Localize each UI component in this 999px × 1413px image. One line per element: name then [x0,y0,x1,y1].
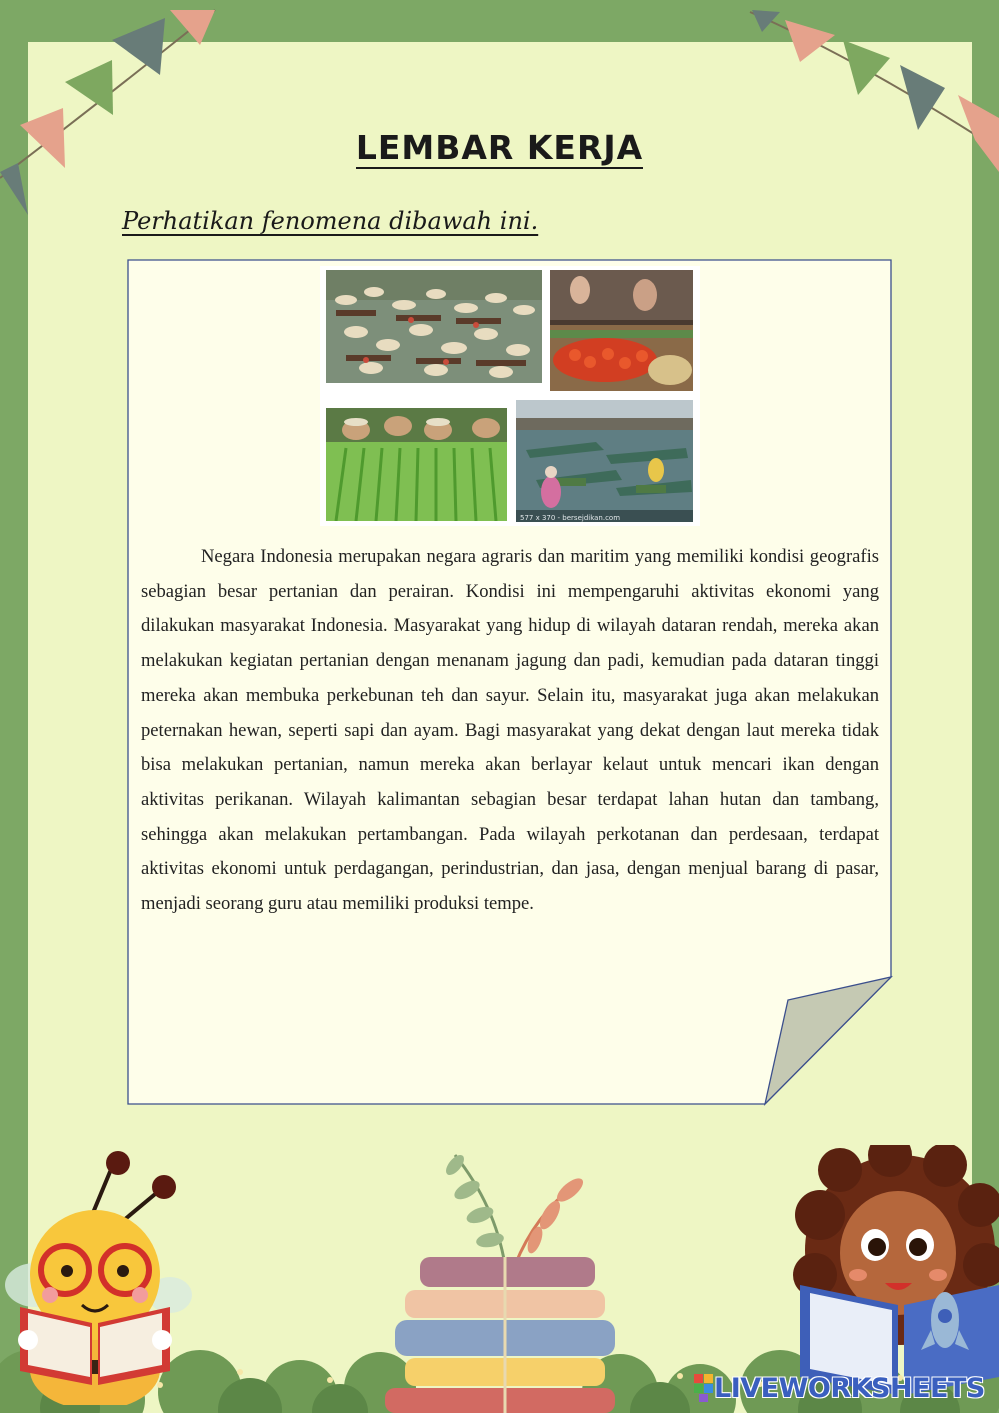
rice-planting-photo [326,408,507,521]
worksheet-title: LEMBAR KERJA [355,128,644,167]
worksheet-instruction: Perhatikan fenomena dibawah ini. [122,207,539,235]
bee-reading-icon [0,1145,200,1405]
book-stack-icon [385,1145,625,1413]
floating-market-photo [326,270,542,383]
economic-activities-collage [320,266,700,526]
liveworksheets-badge-icon [694,1374,714,1402]
vegetable-market-photo [550,270,693,391]
boat-market-photo [516,400,693,522]
reading-paragraph: Negara Indonesia merupakan negara agraris dan maritim yang memiliki kondisi geografis sebagian besar pertanian dan perairan. Kondisi ini mempengaruhi aktivitas ekonomi yang dilakukan masyarakat Indonesia. Masyarakat yang hidup di wilayah dataran rendah, mereka akan melakukan kegiatan pertanian dengan menanam jagung dan padi, kemudian pada dataran tinggi mereka akan membuka perkebunan teh dan sayur. Selain itu, masyarakat juga akan melakukan peternakan hewan, seperti sapi dan ayam. Bagi masyarakat yang dekat dengan laut mereka tidak bisa melakukan pertanian, namun mereka akan berlayar kelaut untuk mencari ikan dengan aktivitas perikanan. Wilayah kalimantan sebagian besar terdapat lahan hutan dan tambang, sehingga akan melakukan pertambangan. Pada wilayah perkotanan dan perdesaan, terdapat aktivitas ekonomi untuk perdagangan, perindustrian, dan jasa, dengan menjual barang di pasar, menjadi seorang guru atau memiliki produksi tempe. [141,546,879,915]
liveworksheets-watermark: LIVEWORKSHEETS [714,1372,985,1404]
liveworksheets-logo [694,1372,985,1404]
image-caption: 577 x 370 - bersejdikan.com [520,514,621,522]
